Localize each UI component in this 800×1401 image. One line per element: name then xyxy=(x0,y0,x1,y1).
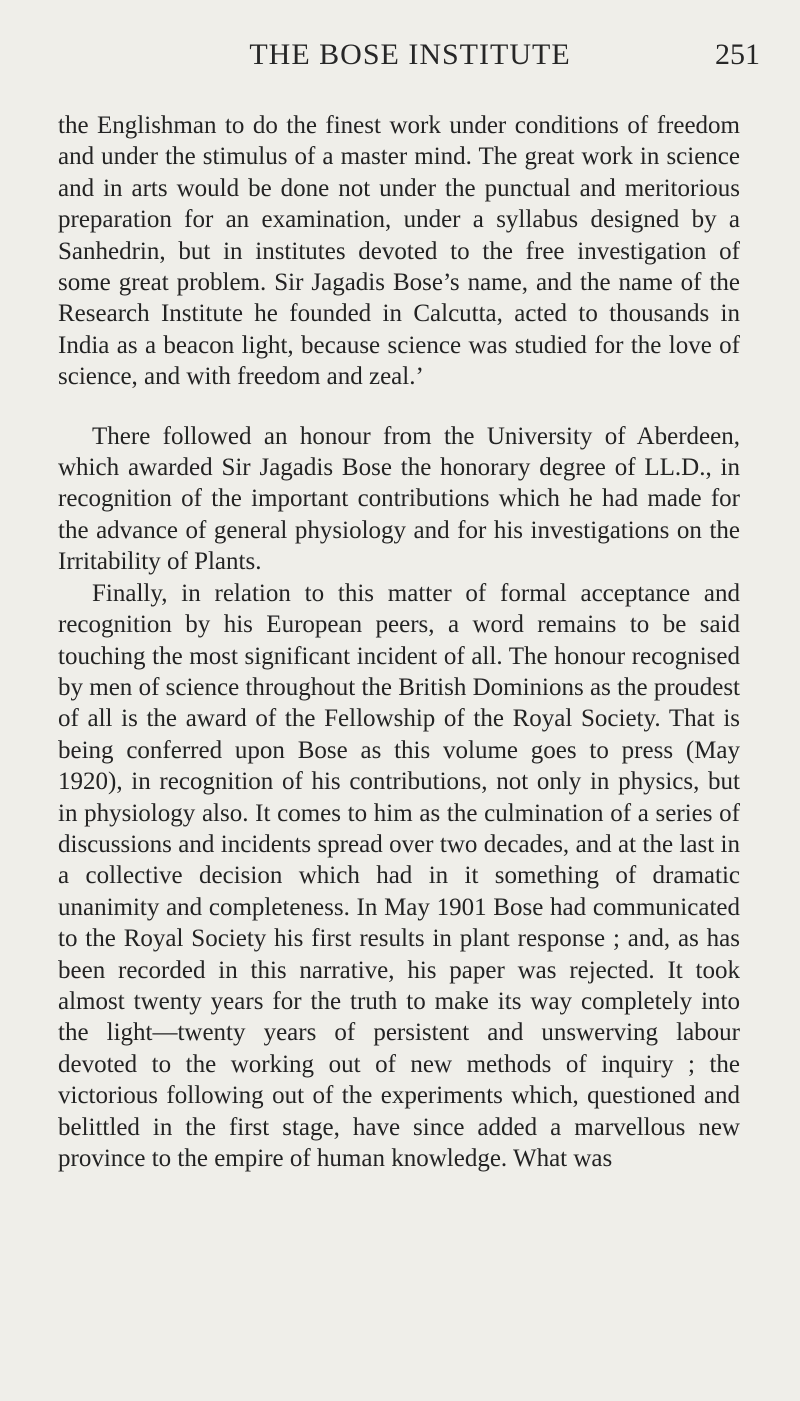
paragraph-continuation: the Englishman to do the finest work under conditions of freedom and under the stimulus of a master mind. The great work in science and in arts would be done not under the punctual and meritorious preparation for an examination, under a syllabus designed by a Sanhedrin, but in institutes devoted to the free investigation of some great problem. Sir Jagadis Bose’s name, and the name of the Research Institute he founded in Calcutta, acted to thousands in India as a beacon light, because science was studied for the love of science, and with freedom and zeal.’ xyxy=(58,112,740,391)
paragraph-aberdeen-honour: There followed an honour from the University of Aberdeen, which awarded Sir Jagadis Bose the honorary degree of LL.D., in recognition of the important contributions which he had made for the advance of general physiology and for his investigations on the Irritability of Plants. xyxy=(58,422,740,576)
body-text xyxy=(58,110,740,1174)
page-number: 251 xyxy=(715,38,760,71)
paragraph-royal-society: Finally, in relation to this matter of formal acceptance and recognition by his European peers, a word remains to be said touching the most significant incident of all. The honour recognised by men of science throughout the British Dominions as the proudest of all is the award of the Fellowship of the Royal Society. That is being conferred upon Bose as this volume goes to press (May 1920), in recognition of his contributions, not only in physics, but in physiology also. It comes to him as the culmination of a series of discussions and incidents spread over two decades, and at the last in a collective decision which had in it something of dramatic unanimity and completeness. In May 1901 Bose had communicated to the Royal Society his first results in plant response ; and, as has been recorded in this narrative, his paper was rejected. It took almost twenty years for the truth to make its way completely into the light—twenty years of persistent and unswerving labour devoted to the working out of new methods of inquiry ; the victorious following out of the experiments which, questioned and belittled in the first stage, have since added a marvellous new province to the empire of human knowledge. What was xyxy=(58,579,740,1172)
running-title: THE BOSE INSTITUTE xyxy=(249,38,571,71)
running-header xyxy=(60,38,760,78)
